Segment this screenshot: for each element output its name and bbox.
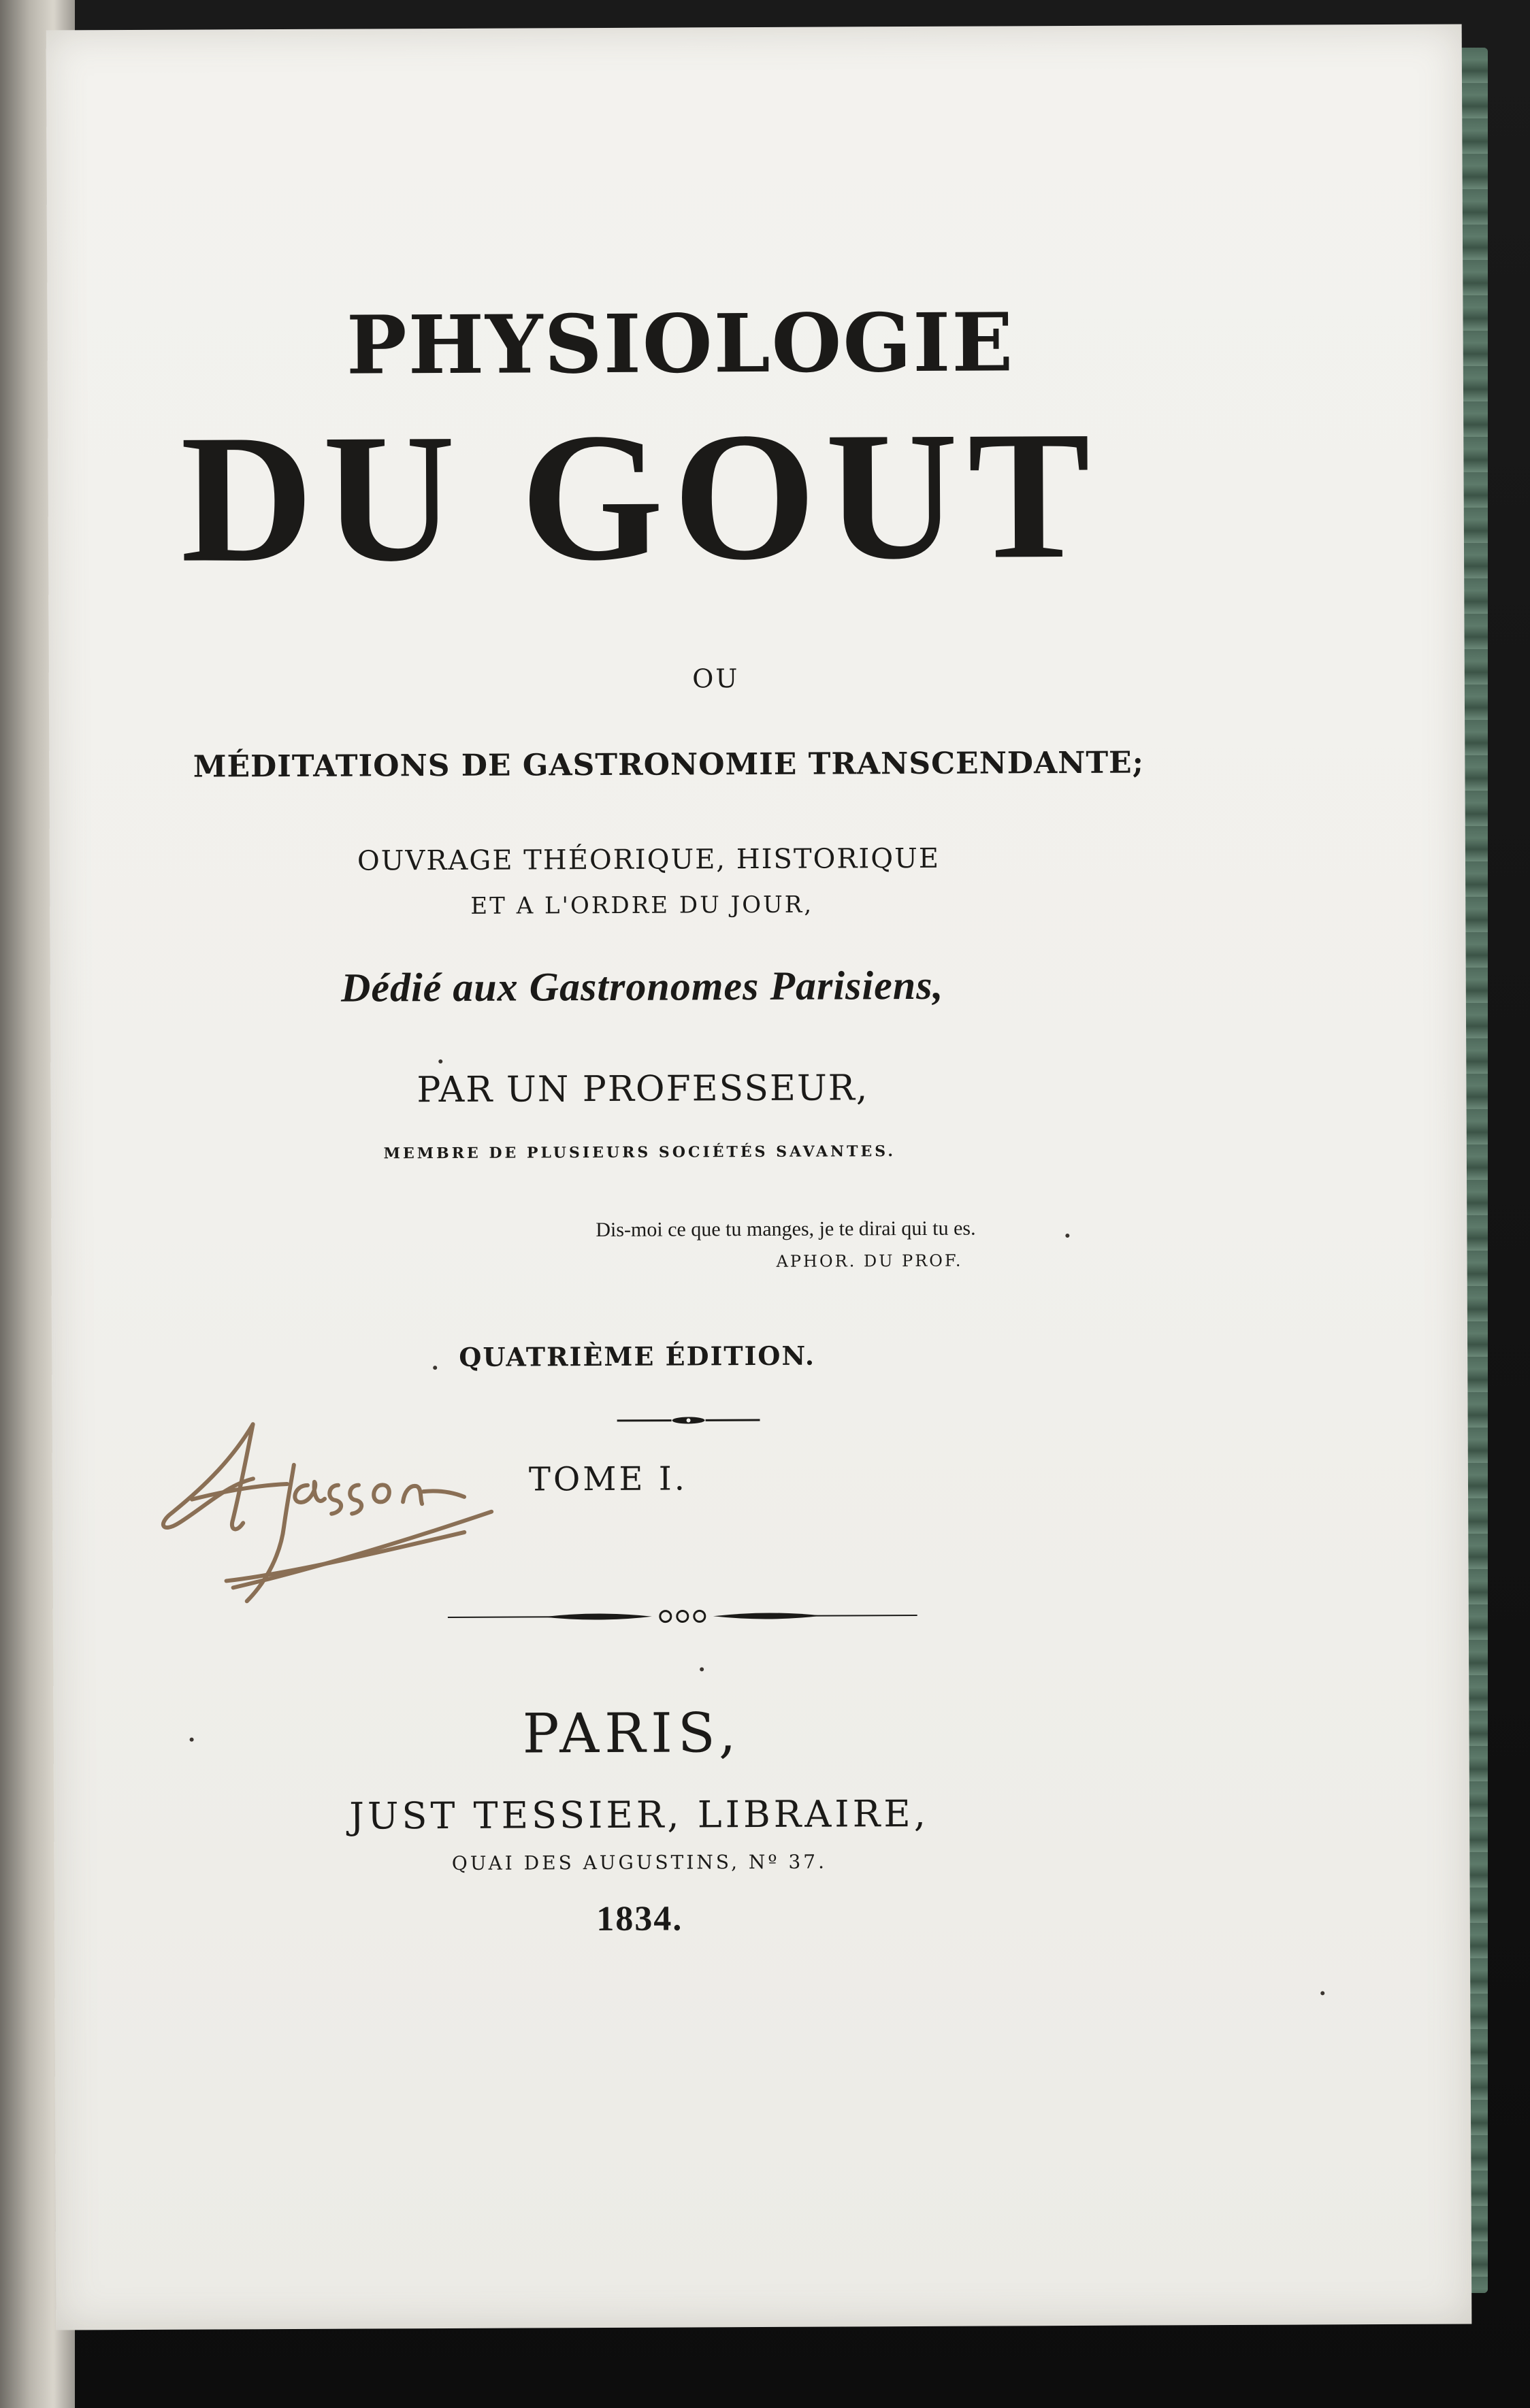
conjunction-ou: OU — [692, 663, 740, 694]
title-line-1: PHYSIOLOGIE — [346, 295, 1015, 393]
author-note: MEMBRE DE PLUSIEURS SOCIÉTÉS SAVANTES. — [383, 1142, 896, 1163]
year: 1834. — [596, 1899, 683, 1939]
handwritten-signature — [150, 1382, 594, 1643]
edition: QUATRIÈME ÉDITION. — [459, 1340, 816, 1372]
title-line-2: DU GOUT — [180, 393, 1101, 601]
paper-speck — [1065, 1234, 1069, 1238]
paper-speck — [190, 1738, 194, 1742]
volume: TOME I. — [528, 1459, 688, 1499]
small-ornamental-rule — [617, 1415, 760, 1425]
paper-speck — [700, 1667, 704, 1671]
description-line-1: OUVRAGE THÉORIQUE, HISTORIQUE — [357, 842, 941, 877]
description-line-2: ET A L'ORDRE DU JOUR, — [470, 891, 814, 920]
city: PARIS, — [522, 1701, 742, 1766]
subtitle: MÉDITATIONS DE GASTRONOMIE TRANSCENDANTE; — [193, 745, 1145, 785]
author-line: PAR UN PROFESSEUR, — [417, 1068, 869, 1111]
paper-speck — [438, 1059, 442, 1063]
title-page — [46, 24, 1472, 2330]
publisher: JUST TESSIER, LIBRAIRE, — [349, 1792, 930, 1838]
paper-speck — [1320, 1991, 1324, 1995]
epigraph: Dis-moi ce que tu manges, je te dirai qui tu es. — [596, 1217, 976, 1242]
address: QUAI DES AUGUSTINS, Nº 37. — [451, 1850, 828, 1875]
dedication: Dédié aux Gastronomes Parisiens, — [340, 962, 944, 1010]
paper-speck — [433, 1366, 437, 1370]
epigraph-source: APHOR. DU PROF. — [776, 1251, 963, 1271]
